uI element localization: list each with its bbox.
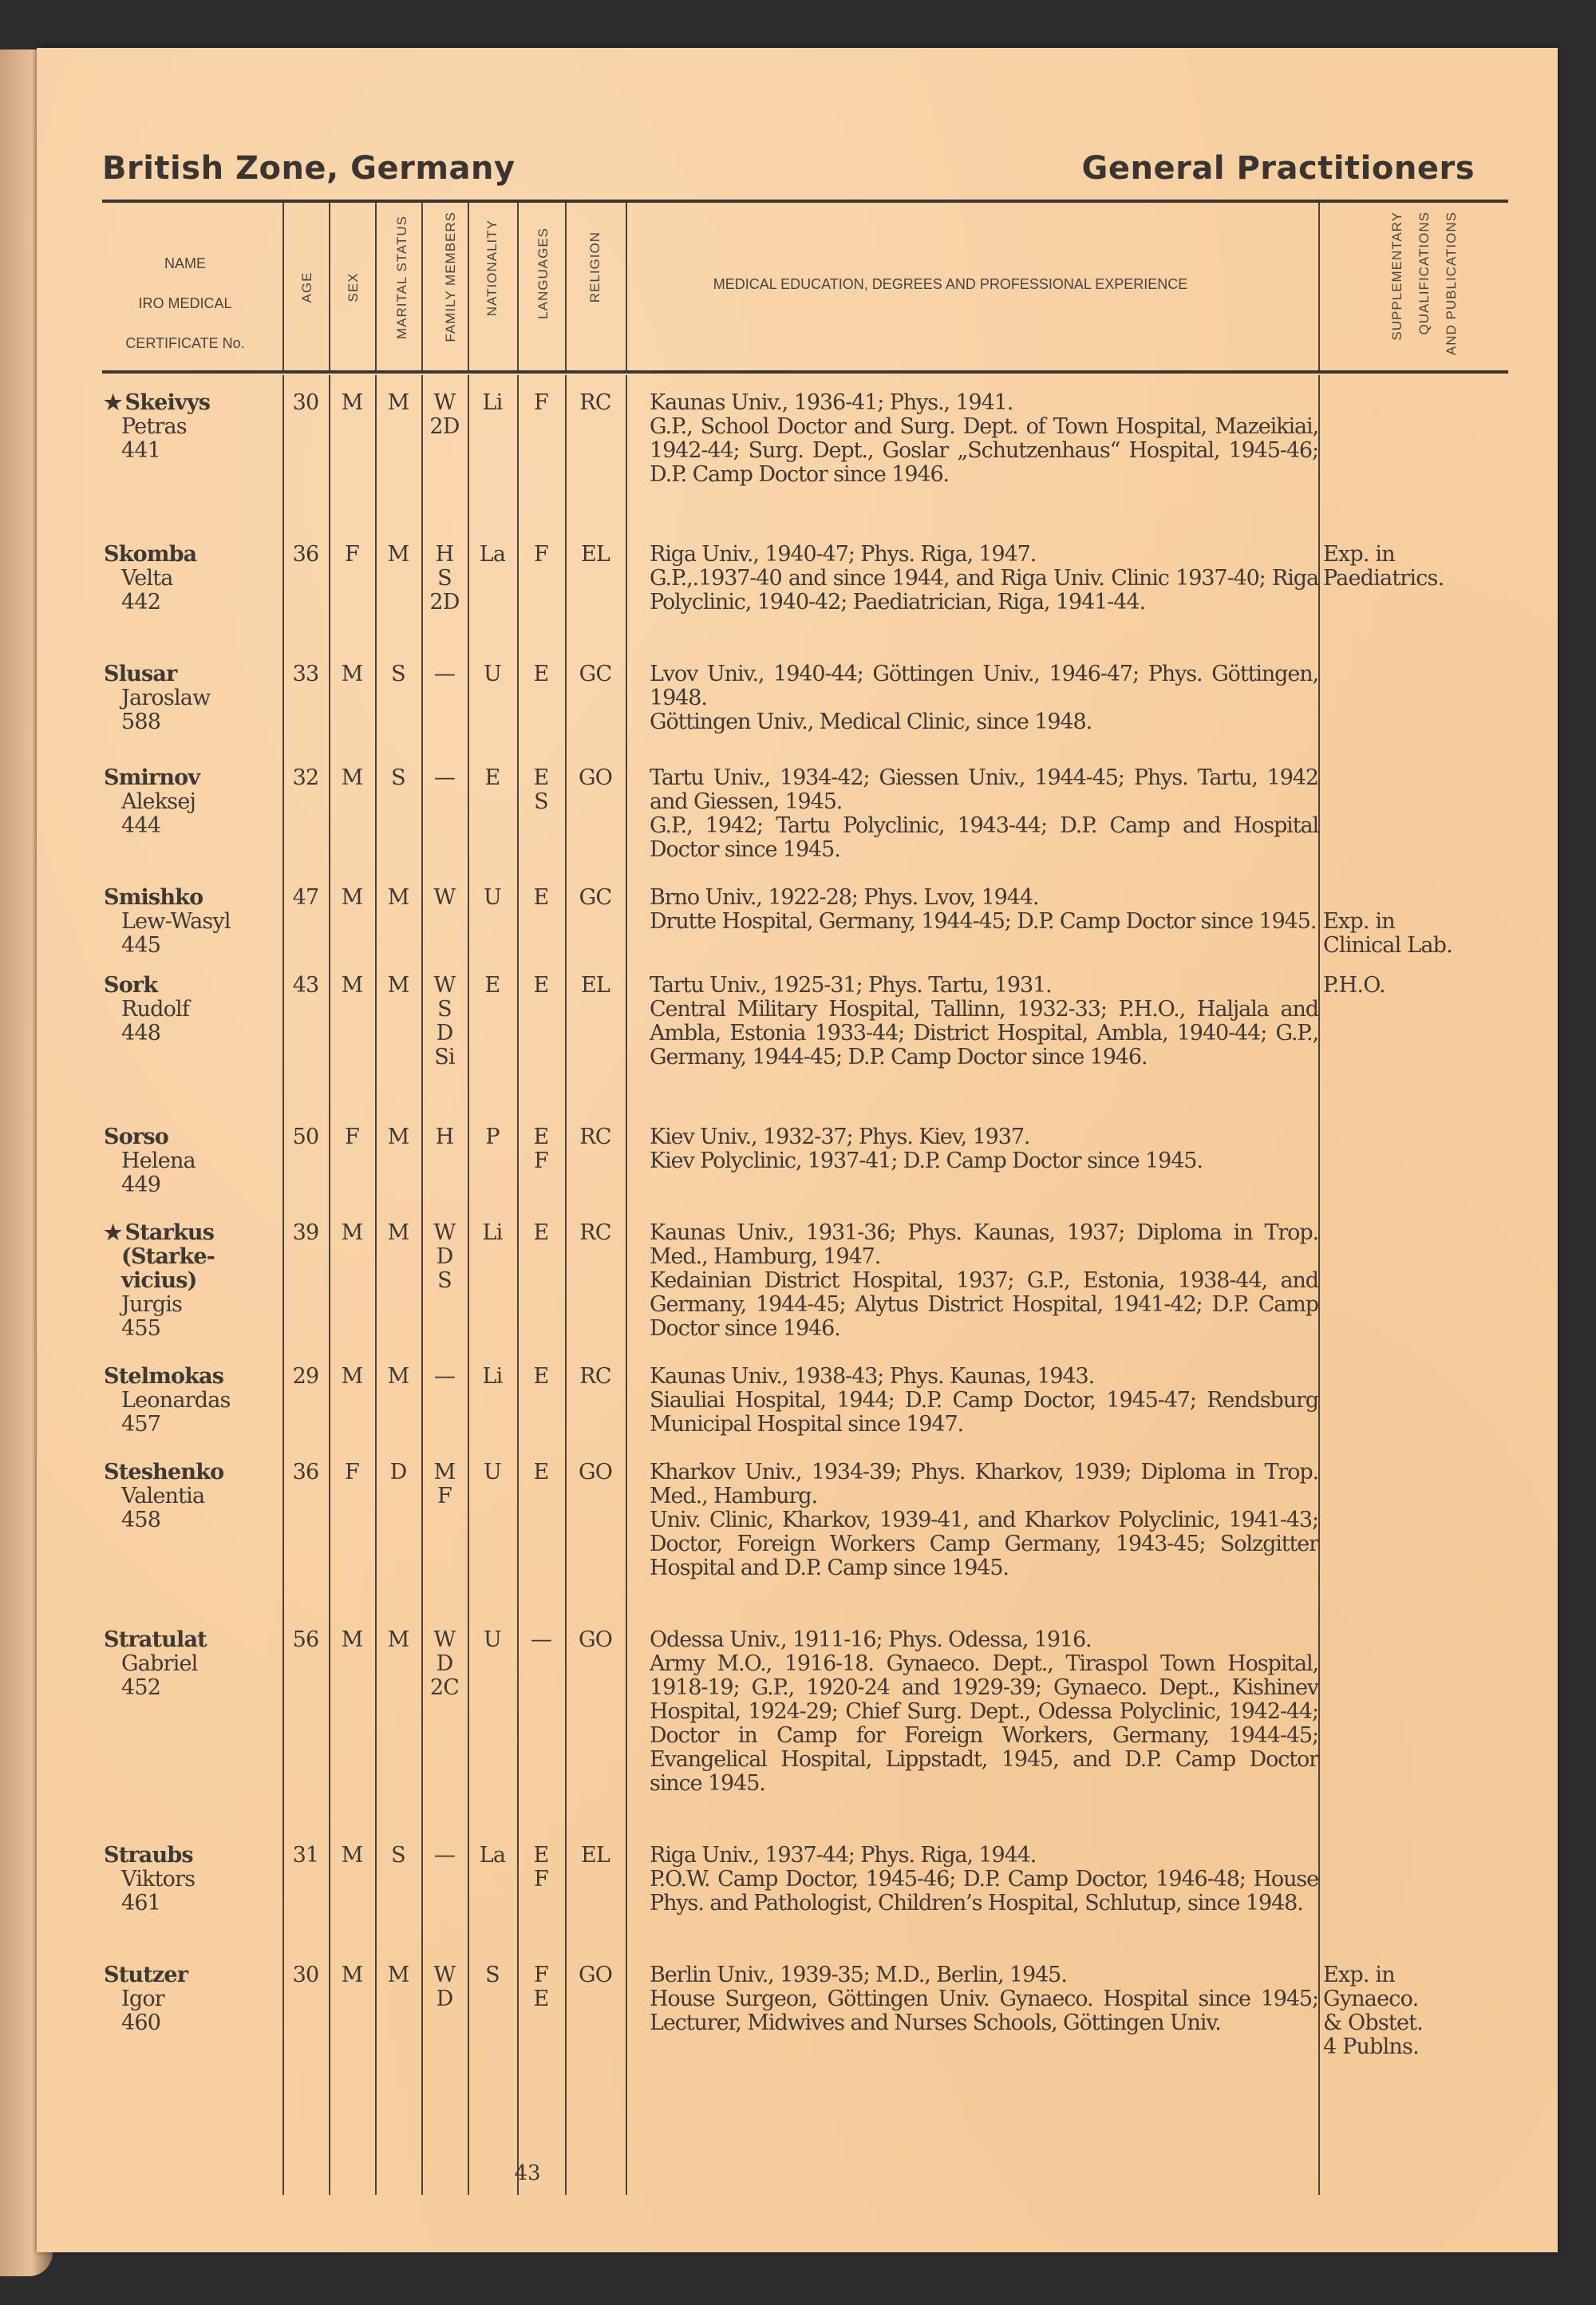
name-cell [104, 886, 287, 958]
sex-cell: M [341, 1627, 363, 1652]
surname-text: Steshenko [104, 1460, 224, 1485]
sex-cell: M [341, 1963, 363, 1987]
age-cell: 39 [292, 1220, 319, 1245]
name-cell [104, 1963, 287, 2035]
sex-cell: M [341, 973, 363, 998]
marital-status-cell: S [391, 1843, 405, 1868]
languages-cell-line: F [534, 1149, 548, 1173]
name-cell [104, 1221, 287, 1341]
languages-cell [517, 766, 565, 814]
given-name: Igor [121, 1987, 164, 2011]
column-divider [375, 203, 377, 370]
certificate-number: 448 [121, 1021, 161, 1046]
surname-text: Skomba [104, 542, 197, 567]
surname-text: Slusar [104, 662, 177, 686]
nationality-cell: La [479, 542, 506, 567]
column-header-name-line: CERTIFICATE No. [125, 335, 245, 351]
religion-cell: EL [580, 1843, 610, 1868]
medical-paragraph: G.P., School Doctor and Surg. Dept. of Town Hospital, Mazeikiai, 1942-44; Surg. Dept., Goslar „Schutzenhaus“ Hospital, 1945-46; D.P. Camp Doctor since 1946. [650, 414, 1318, 487]
languages-cell-line: F [534, 1963, 548, 1987]
languages-cell-line: E [533, 1843, 549, 1868]
languages-cell-line: E [533, 765, 549, 790]
name-cell [104, 974, 287, 1046]
family-members-cell [421, 886, 468, 910]
family-members-cell-line: W [433, 1627, 456, 1652]
surname [104, 1461, 287, 1485]
given-name: Lew-Wasyl [121, 909, 231, 934]
languages-cell [517, 1628, 565, 1652]
nationality-cell: La [479, 1843, 506, 1868]
nationality-cell: E [484, 765, 500, 790]
surname [104, 1125, 287, 1149]
column-divider [421, 203, 423, 370]
name-cell [104, 543, 287, 615]
family-members-cell-line: D [436, 1987, 453, 2011]
marital-status-cell: M [387, 1364, 409, 1389]
name-cell [104, 1844, 287, 1916]
sex-cell: M [341, 662, 363, 686]
medical-experience-cell [650, 543, 1318, 615]
family-members-cell-line: — [433, 1843, 456, 1868]
surname [104, 766, 287, 790]
surname [104, 1365, 287, 1389]
religion-cell: GO [578, 1963, 613, 1987]
family-members-cell [421, 1628, 468, 1700]
religion-cell: RC [579, 1125, 611, 1149]
name-cell [104, 766, 287, 838]
medical-paragraph: Lvov Univ., 1940-44; Göttingen Univ., 1946-47; Phys. Göttingen, 1948. [650, 662, 1318, 710]
medical-paragraph: Kiev Univ., 1932-37; Phys. Kiev, 1937. [650, 1125, 1030, 1149]
marital-status-cell: M [387, 973, 409, 998]
marital-status-cell: M [387, 542, 409, 567]
surname-text: Sorso [104, 1125, 168, 1149]
surname-text: Stelmokas [104, 1364, 224, 1389]
age-cell: 43 [292, 973, 319, 998]
supplementary-line: P.H.O. [1323, 973, 1385, 998]
column-header-family-members: FAMILY MEMBERS [443, 212, 458, 342]
name-cell [104, 1628, 287, 1700]
medical-paragraph: P.O.W. Camp Doctor, 1945-46; D.P. Camp Doctor, 1946-48; House Phys. and Pathologist, Children’s Hospital, Schlutup, since 1948. [650, 1867, 1318, 1916]
given-name: vicius) [121, 1268, 197, 1293]
certificate-number: 455 [121, 1316, 161, 1341]
column-header-supplementary-line: AND PUBLICATIONS [1444, 212, 1459, 356]
nationality-cell: U [484, 1460, 501, 1485]
column-header-name [105, 243, 265, 363]
marital-status-cell: D [389, 1460, 407, 1485]
supplementary-cell [1323, 1963, 1499, 2059]
medical-paragraph: Siauliai Hospital, 1944; D.P. Camp Doctor, 1945-47; Rendsburg Municipal Hospital since 1947. [650, 1388, 1318, 1437]
medical-paragraph: Kiev Polyclinic, 1937-41; D.P. Camp Doctor since 1945. [650, 1149, 1203, 1173]
surname [104, 974, 287, 998]
family-members-cell [421, 766, 468, 790]
surname-text: Sork [104, 973, 158, 998]
marital-status-cell: S [391, 662, 405, 686]
family-members-cell-line: H [435, 542, 454, 567]
family-members-cell-line: Si [434, 1045, 455, 1069]
family-members-cell [421, 662, 468, 686]
family-members-cell-line: S [437, 566, 452, 591]
document-page [37, 48, 1558, 2252]
family-members-cell-line: W [433, 1963, 456, 1987]
certificate-number: 442 [121, 590, 161, 615]
given-name: Helena [121, 1149, 196, 1173]
languages-cell [517, 662, 565, 686]
languages-cell [517, 1461, 565, 1485]
column-divider [329, 375, 330, 2195]
column-divider [329, 203, 330, 370]
certificate-number: 461 [121, 1891, 161, 1916]
medical-paragraph: Univ. Clinic, Kharkov, 1939-41, and Kharkov Polyclinic, 1941-43; Doctor, Foreign Workers Camp Germany, 1943-45; Solzgitter Hospital and D.P. Camp since 1945. [650, 1508, 1318, 1580]
age-cell: 47 [292, 885, 319, 910]
religion-cell: GC [579, 885, 612, 910]
surname [104, 1844, 287, 1868]
column-header-marital-status: MARITAL STATUS [394, 215, 409, 340]
name-cell [104, 391, 287, 463]
languages-cell [517, 1844, 565, 1892]
sex-cell: M [341, 1843, 363, 1868]
family-members-cell [421, 974, 468, 1069]
marital-status-cell: M [387, 1627, 409, 1652]
certificate-number: 457 [121, 1412, 161, 1437]
family-members-cell-line: W [433, 973, 456, 998]
name-cell [104, 1365, 287, 1437]
medical-experience-cell [650, 886, 1318, 934]
supplementary-line [1323, 886, 1499, 910]
languages-cell-line: E [533, 1987, 549, 2011]
medical-experience-cell [650, 1221, 1318, 1341]
family-members-cell [421, 543, 468, 615]
languages-cell-line: — [530, 1627, 552, 1652]
nationality-cell: U [484, 885, 501, 910]
column-header-age: AGE [299, 271, 314, 303]
surname-text: Skeivys [124, 390, 211, 415]
religion-cell: GC [579, 662, 612, 686]
family-members-cell-line: S [437, 997, 452, 1022]
family-members-cell-line: W [433, 390, 456, 415]
family-members-cell-line: D [436, 1244, 453, 1269]
column-divider [517, 203, 519, 370]
languages-cell-line: E [533, 885, 549, 910]
nationality-cell: P [485, 1125, 500, 1149]
medical-paragraph: Odessa Univ., 1911-16; Phys. Odessa, 1916. [650, 1627, 1092, 1652]
surname [104, 391, 287, 415]
family-members-cell [421, 1844, 468, 1868]
certificate-number: 441 [121, 438, 161, 463]
supplementary-cell [1323, 974, 1499, 998]
family-members-cell-line: — [433, 662, 456, 686]
name-cell [104, 662, 287, 734]
nationality-cell: U [484, 1627, 501, 1652]
column-divider [565, 203, 567, 370]
religion-cell: EL [580, 542, 610, 567]
name-cell [104, 1125, 287, 1197]
family-members-cell-line: S [437, 1268, 452, 1293]
age-cell: 29 [292, 1364, 319, 1389]
given-name: Aleksej [121, 789, 196, 814]
medical-paragraph: Central Military Hospital, Tallinn, 1932-33; P.H.O., Haljala and Ambla, Estonia 1933-44; District Hospital, Ambla, 1940-44; G.P., Germany, 1944-45; D.P. Camp Doctor since 1946. [650, 997, 1318, 1069]
family-members-cell-line: F [437, 1484, 452, 1508]
languages-cell [517, 1125, 565, 1173]
column-header-nationality: NATIONALITY [484, 219, 500, 317]
family-members-cell-line: W [433, 1220, 456, 1245]
age-cell: 50 [292, 1125, 319, 1149]
given-name: Petras [121, 414, 187, 439]
medical-paragraph: Riga Univ., 1937-44; Phys. Riga, 1944. [650, 1843, 1037, 1868]
family-members-cell-line: 2D [429, 590, 460, 615]
supplementary-line: Paediatrics. [1323, 566, 1444, 591]
languages-cell-line: E [533, 662, 549, 686]
age-cell: 30 [292, 1963, 319, 1987]
medical-paragraph: Tartu Univ., 1925-31; Phys. Tartu, 1931. [650, 973, 1052, 998]
languages-cell [517, 1963, 565, 2011]
religion-cell: RC [579, 1364, 611, 1389]
supplementary-line: & Obstet. [1323, 2010, 1423, 2035]
column-divider [517, 375, 519, 2195]
certificate-number: 458 [121, 1508, 161, 1532]
certificate-number: 460 [121, 2010, 161, 2035]
sex-cell: F [345, 1125, 359, 1149]
family-members-cell [421, 1365, 468, 1389]
table-header-rule [102, 370, 1508, 374]
nationality-cell: E [484, 973, 500, 998]
family-members-cell-line: H [435, 1125, 454, 1149]
medical-experience-cell [650, 1365, 1318, 1437]
given-name: Velta [121, 566, 173, 591]
given-name: (Starke- [121, 1244, 215, 1269]
column-header-religion: RELIGION [587, 231, 602, 303]
star-icon: ★ [104, 391, 122, 415]
column-header-languages: LANGUAGES [535, 227, 551, 319]
religion-cell: RC [579, 1220, 611, 1245]
nationality-cell: Li [482, 390, 503, 415]
religion-cell: EL [580, 973, 610, 998]
surname-text: Stutzer [104, 1963, 188, 1987]
age-cell: 32 [292, 765, 319, 790]
surname [104, 543, 287, 567]
medical-paragraph: Kedainian District Hospital, 1937; G.P., Estonia, 1938-44, and Germany, 1944-45; Alytus District Hospital, 1941-42; D.P. Camp Doctor since 1946. [650, 1268, 1318, 1341]
religion-cell: GO [578, 765, 613, 790]
languages-cell-line: F [534, 1867, 548, 1892]
column-header-medical: MEDICAL EDUCATION, DEGREES AND PROFESSIONAL EXPERIENCE [713, 276, 1188, 292]
sex-cell: F [345, 542, 359, 567]
running-head-left: British Zone, Germany [102, 150, 516, 187]
medical-paragraph: Kaunas Univ., 1936-41; Phys., 1941. [650, 390, 1013, 415]
age-cell: 33 [292, 662, 319, 686]
supplementary-line: Exp. in [1323, 909, 1395, 934]
column-divider [468, 203, 469, 370]
column-divider [1318, 203, 1320, 370]
column-divider [282, 203, 284, 370]
languages-cell-line: E [533, 1125, 549, 1149]
marital-status-cell: M [387, 1125, 409, 1149]
page-number: 43 [514, 2161, 541, 2185]
languages-cell-line: E [533, 973, 549, 998]
running-head-right: General Practitioners [1081, 150, 1475, 187]
supplementary-line: 4 Publns. [1323, 2034, 1419, 2059]
given-name: Valentia [121, 1484, 205, 1508]
column-divider [468, 375, 469, 2195]
family-members-cell-line: M [433, 1460, 456, 1485]
medical-paragraph: Brno Univ., 1922-28; Phys. Lvov, 1944. [650, 885, 1039, 910]
medical-experience-cell [650, 974, 1318, 1069]
languages-cell [517, 886, 565, 910]
age-cell: 31 [292, 1843, 319, 1868]
medical-paragraph: Army M.O., 1916-18. Gynaeco. Dept., Tiraspol Town Hospital, 1918-19; G.P., 1920-24 and 1929-39; Gynaeco. Dept., Kishinev Hospital, 1924-29; Chief Surg. Dept., Odessa Polyclinic, 1942-44; Doctor in Camp for Foreign Workers, Germany, 1944-45; Evangelical Hospital, Lippstadt, 1945, and D.P. Camp Doctor since 1945. [650, 1651, 1318, 1796]
medical-paragraph: Kharkov Univ., 1934-39; Phys. Kharkov, 1939; Diploma in Trop. Med., Hamburg. [650, 1460, 1318, 1508]
medical-paragraph: G.P.,.1937-40 and since 1944, and Riga Univ. Clinic 1937-40; Riga Polyclinic, 1940-42; Paediatrician, Riga, 1941-44. [650, 566, 1318, 615]
family-members-cell-line: W [433, 885, 456, 910]
marital-status-cell: M [387, 1220, 409, 1245]
family-members-cell-line: 2C [429, 1675, 460, 1700]
name-cell [104, 1461, 287, 1532]
certificate-number: 444 [121, 813, 161, 838]
surname [104, 1221, 287, 1245]
column-divider [375, 375, 377, 2195]
family-members-cell-line: D [436, 1021, 453, 1046]
given-name: Jaroslaw [121, 686, 211, 710]
languages-cell [517, 974, 565, 998]
nationality-cell: U [484, 662, 501, 686]
nationality-cell: Li [482, 1364, 503, 1389]
medical-experience-cell [650, 1125, 1318, 1173]
certificate-number: 588 [121, 710, 161, 734]
column-divider [565, 375, 567, 2195]
languages-cell [517, 543, 565, 567]
medical-paragraph: Riga Univ., 1940-47; Phys. Riga, 1947. [650, 542, 1037, 567]
family-members-cell [421, 1963, 468, 2011]
languages-cell [517, 1221, 565, 1245]
medical-paragraph: House Surgeon, Göttingen Univ. Gynaeco. Hospital since 1945; Lecturer, Midwives and Nurses Schools, Göttingen Univ. [650, 1987, 1318, 2035]
sex-cell: M [341, 1364, 363, 1389]
sex-cell: M [341, 390, 363, 415]
column-header-supplementary-line: QUALIFICATIONS [1416, 212, 1432, 335]
family-members-cell [421, 391, 468, 439]
sex-cell: M [341, 885, 363, 910]
surname-text: Smishko [104, 885, 203, 910]
surname-text: Stratulat [104, 1627, 207, 1652]
medical-paragraph: Kaunas Univ., 1938-43; Phys. Kaunas, 1943. [650, 1364, 1095, 1389]
medical-paragraph: Kaunas Univ., 1931-36; Phys. Kaunas, 1937; Diploma in Trop. Med., Hamburg, 1947. [650, 1220, 1318, 1269]
supplementary-line: Exp. in [1323, 542, 1395, 567]
given-name: Gabriel [121, 1651, 198, 1676]
age-cell: 36 [292, 542, 319, 567]
column-header-sex: SEX [346, 272, 361, 302]
sex-cell: M [341, 765, 363, 790]
star-icon: ★ [104, 1221, 122, 1245]
nationality-cell: S [485, 1963, 500, 1987]
languages-cell-line: E [533, 1460, 549, 1485]
languages-cell [517, 391, 565, 415]
marital-status-cell: M [387, 390, 409, 415]
family-members-cell [421, 1221, 468, 1293]
medical-experience-cell [650, 391, 1318, 487]
medical-paragraph: Tartu Univ., 1934-42; Giessen Univ., 1944-45; Phys. Tartu, 1942 and Giessen, 1945. [650, 765, 1318, 814]
marital-status-cell: M [387, 1963, 409, 1987]
medical-experience-cell [650, 1963, 1318, 2035]
column-header-name-line: IRO MEDICAL [138, 295, 232, 311]
surname [104, 886, 287, 910]
languages-cell-line: F [534, 390, 548, 415]
medical-paragraph: Berlin Univ., 1939-35; M.D., Berlin, 1945. [650, 1963, 1067, 1987]
medical-experience-cell [650, 1844, 1318, 1916]
column-divider [1318, 375, 1320, 2195]
certificate-number: 445 [121, 933, 161, 958]
sex-cell: F [345, 1460, 359, 1485]
supplementary-line: Clinical Lab. [1323, 933, 1452, 958]
certificate-number: 452 [121, 1675, 161, 1700]
column-divider [626, 203, 627, 370]
religion-cell: RC [579, 390, 611, 415]
given-name: Viktors [121, 1867, 196, 1892]
table-top-rule [102, 200, 1508, 203]
medical-paragraph: Drutte Hospital, Germany, 1944-45; D.P. Camp Doctor since 1945. [650, 909, 1317, 934]
languages-cell-line: E [533, 1220, 549, 1245]
surname-text: Smirnov [104, 765, 200, 790]
nationality-cell: Li [482, 1220, 503, 1245]
medical-experience-cell [650, 662, 1318, 734]
family-members-cell [421, 1461, 468, 1508]
supplementary-cell [1323, 886, 1499, 958]
marital-status-cell: S [391, 765, 405, 790]
column-divider [626, 375, 627, 2195]
languages-cell-line: S [534, 789, 548, 814]
supplementary-cell [1323, 543, 1499, 591]
given-name: Leonardas [121, 1388, 231, 1413]
supplementary-line: Exp. in [1323, 1963, 1395, 1987]
family-members-cell-line: — [433, 765, 456, 790]
age-cell: 36 [292, 1460, 319, 1485]
given-name: Rudolf [121, 997, 190, 1022]
surname [104, 1628, 287, 1652]
religion-cell: GO [578, 1460, 613, 1485]
column-header-name-line: NAME [164, 255, 206, 271]
surname [104, 1963, 287, 1987]
family-members-cell-line: 2D [429, 414, 460, 439]
family-members-cell [421, 1125, 468, 1149]
age-cell: 30 [292, 390, 319, 415]
age-cell: 56 [292, 1627, 319, 1652]
certificate-number: 449 [121, 1172, 161, 1197]
surname-text: Starkus [124, 1220, 215, 1245]
languages-cell-line: E [533, 1364, 549, 1389]
supplementary-line: Gynaeco. [1323, 1987, 1419, 2011]
languages-cell-line: F [534, 542, 548, 567]
medical-experience-cell [650, 1628, 1318, 1796]
marital-status-cell: M [387, 885, 409, 910]
family-members-cell-line: D [436, 1651, 453, 1676]
column-header-supplementary-line: SUPPLEMENTARY [1389, 212, 1404, 341]
family-members-cell-line: — [433, 1364, 456, 1389]
medical-experience-cell [650, 1461, 1318, 1580]
medical-paragraph: G.P., 1942; Tartu Polyclinic, 1943-44; D.P. Camp and Hospital Doctor since 1945. [650, 813, 1318, 862]
languages-cell [517, 1365, 565, 1389]
surname-text: Straubs [104, 1843, 193, 1868]
surname [104, 662, 287, 686]
given-name: Jurgis [121, 1292, 183, 1317]
religion-cell: GO [578, 1627, 613, 1652]
medical-paragraph: Göttingen Univ., Medical Clinic, since 1948. [650, 710, 1092, 734]
sex-cell: M [341, 1220, 363, 1245]
medical-experience-cell [650, 766, 1318, 862]
